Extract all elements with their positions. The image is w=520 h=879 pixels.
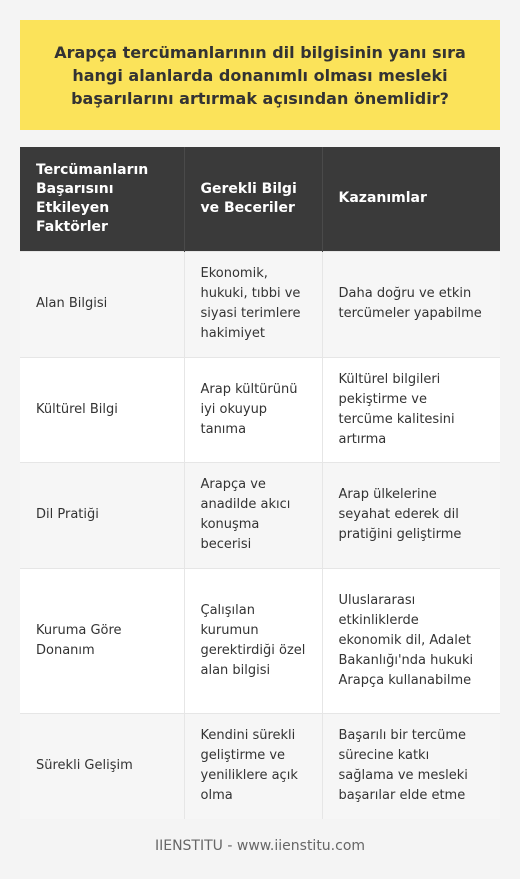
row-skill: Arap kültürünü iyi okuyup tanıma (184, 357, 322, 462)
header-skills: Gerekli Bilgi ve Beceriler (184, 147, 322, 251)
header-gains: Kazanımlar (322, 147, 500, 251)
row-gain: Arap ülkelerine seyahat ederek dil pratiğini geliştirme (322, 462, 500, 568)
row-skill: Çalışılan kurumun gerektirdiği özel alan bilgisi (184, 568, 322, 713)
row-gain: Daha doğru ve etkin tercümeler yapabilme (322, 251, 500, 357)
row-gain: Uluslararası etkinliklerde ekonomik dil, Adalet Bakanlığı'nda hukuki Arapça kullanabilme (322, 568, 500, 713)
row-factor: Dil Pratiği (20, 462, 184, 568)
question-banner (20, 20, 500, 130)
table-row (20, 568, 500, 713)
row-skill: Ekonomik, hukuki, tıbbi ve siyasi terimlere hakimiyet (184, 251, 322, 357)
table-row (20, 462, 500, 568)
info-table (20, 147, 500, 819)
row-gain: Kültürel bilgileri pekiştirme ve tercüme kalitesini artırma (322, 357, 500, 462)
row-factor: Kültürel Bilgi (20, 357, 184, 462)
row-factor: Alan Bilgisi (20, 251, 184, 357)
row-factor: Sürekli Gelişim (20, 713, 184, 819)
header-factors: Tercümanların Başarısını Etkileyen Faktörler (20, 147, 184, 251)
table-row (20, 251, 500, 357)
row-skill: Kendini sürekli geliştirme ve yeniliklere açık olma (184, 713, 322, 819)
row-factor: Kuruma Göre Donanım (20, 568, 184, 713)
table-row (20, 713, 500, 819)
table-row (20, 357, 500, 462)
question-text: Arapça tercümanlarının dil bilgisinin yanı sıra hangi alanlarda donanımlı olması mesleki başarılarını artırmak açısından önemlidir? (54, 42, 466, 108)
footer-source: IIENSTITU - www.iienstitu.com (154, 838, 366, 854)
row-skill: Arapça ve anadilde akıcı konuşma becerisi (184, 462, 322, 568)
table-header-row (20, 147, 500, 251)
row-gain: Başarılı bir tercüme sürecine katkı sağlama ve mesleki başarılar elde etme (322, 713, 500, 819)
